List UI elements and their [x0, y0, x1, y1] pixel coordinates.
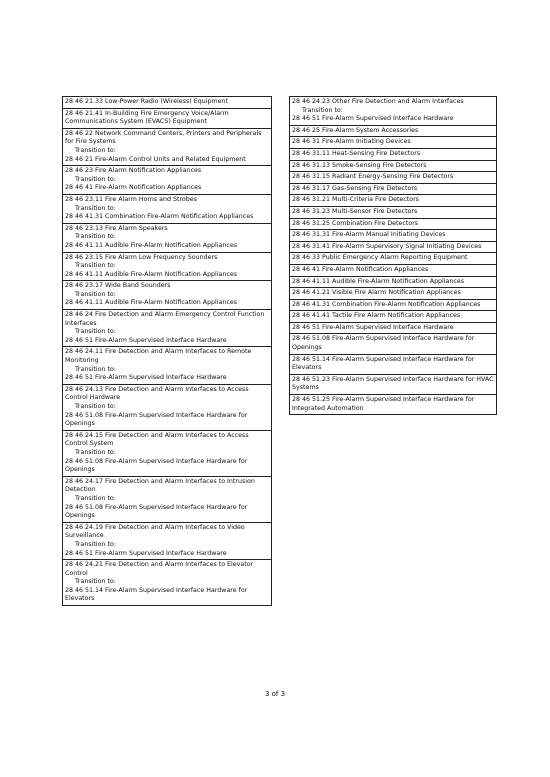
section-entry: 28 46 31.41 Fire-Alarm Supervisory Signal Initiating Devices: [292, 242, 482, 250]
section-entry: 28 46 24.17 Fire Detection and Alarm Interfaces to Intrusion Detection: [65, 477, 255, 494]
table-cell: [62, 108, 272, 129]
section-entry: 28 46 51.08 Fire-Alarm Supervised Interface Hardware for Openings: [65, 503, 248, 520]
section-entry: 28 46 41.21 Visible Fire Alarm Notification Appliances: [292, 289, 461, 297]
section-entry: 28 46 41 Fire-Alarm Notification Appliances: [292, 265, 429, 273]
section-entry: 28 46 41.31 Combination Fire-Alarm Notification Appliances: [65, 213, 254, 221]
section-entry: 28 46 31.11 Heat-Sensing Fire Detectors: [292, 149, 421, 157]
section-entry: 28 46 51.08 Fire-Alarm Supervised Interface Hardware for Openings: [292, 335, 475, 352]
section-entry: 28 46 25 Fire-Alarm System Accessories: [292, 126, 419, 134]
table-cell: [289, 394, 497, 415]
section-entry: 28 46 51 Fire-Alarm Supervised Interface Hardware: [65, 549, 227, 557]
section-entry: 28 46 51 Fire-Alarm Supervised Interface Hardware: [292, 115, 454, 123]
table-cell: [289, 354, 497, 375]
section-entry: 28 46 41 Fire-Alarm Notification Appliances: [65, 184, 202, 192]
section-entry: 28 46 51.08 Fire-Alarm Supervised Interface Hardware for Openings: [65, 411, 248, 428]
table-cell: [62, 194, 272, 224]
transition-label: Transition to:: [75, 540, 116, 548]
section-entry: 28 46 24 Fire Detection and Alarm Emergency Control Function Interfaces: [65, 311, 265, 327]
section-entry: 28 46 31.13 Smoke-Sensing Fire Detectors: [292, 161, 427, 169]
section-entry: 28 46 41.11 Audible Fire-Alarm Notification Appliances: [65, 270, 238, 278]
section-entry: 28 46 41.41 Tactile Fire Alarm Notification Appliances: [292, 312, 461, 320]
section-entry: 28 46 51.25 Fire-Alarm Supervised Interface Hardware for Integrated Automation: [292, 396, 475, 412]
transition-label: Transition to:: [75, 494, 116, 502]
transition-label: Transition to:: [75, 146, 116, 154]
section-entry: 28 46 51.14 Fire-Alarm Supervised Interface Hardware for Elevators: [292, 355, 475, 372]
section-entry: 28 46 23.11 Fire Alarm Horns and Strobes: [65, 195, 197, 203]
table-cell: [289, 96, 497, 126]
table-cell: [62, 280, 272, 310]
section-entry: 28 46 21.41 In-Building Fire Emergency Voice/Alarm Communications System (EVACS) Equipment: [65, 109, 229, 126]
transition-label: Transition to:: [75, 233, 116, 241]
table-cell: [62, 430, 272, 477]
section-entry: 28 46 51 Fire-Alarm Supervised Interface Hardware: [65, 336, 227, 344]
transition-label: Transition to:: [75, 365, 116, 373]
section-entry: 28 46 23.13 Fire Alarm Speakers: [65, 224, 168, 232]
section-entry: 28 46 31.25 Combination Fire Detectors: [292, 219, 419, 227]
transition-label: Transition to:: [75, 175, 116, 183]
section-entry: 28 46 21.33 Low-Power Radio (Wireless) Equipment: [65, 98, 228, 105]
transition-label: Transition to:: [75, 290, 116, 298]
section-entry: 28 46 41.11 Audible Fire-Alarm Notification Appliances: [292, 277, 465, 285]
table-cell: [62, 309, 272, 347]
section-entry: 28 46 41.11 Audible Fire-Alarm Notification Appliances: [65, 241, 238, 249]
transition-label: Transition to:: [302, 106, 343, 114]
table-cell: [62, 384, 272, 431]
table-cell: [62, 165, 272, 195]
table-cell: [289, 333, 497, 354]
section-entry: 28 46 23.15 Fire Alarm Low Frequency Sounders: [65, 253, 218, 261]
section-entry: 28 46 24.21 Fire Detection and Alarm Interfaces to Elevator Control: [65, 561, 254, 577]
section-entry: 28 46 23 Fire Alarm Notification Appliances: [65, 167, 202, 175]
section-entry: 28 46 24.15 Fire Detection and Alarm Interfaces to Access Control System: [65, 431, 249, 448]
section-entry: 28 46 31.31 Fire-Alarm Manual Initiating Devices: [292, 231, 446, 239]
table-cell: [62, 346, 272, 384]
section-entry: 28 46 21 Fire-Alarm Control Units and Related Equipment: [65, 155, 246, 163]
section-entry: 28 46 51 Fire-Alarm Supervised Interface Hardware: [292, 323, 454, 331]
section-entry: 28 46 51.23 Fire-Alarm Supervised Interface Hardware for HVAC Systems: [292, 375, 494, 392]
table-cell: [62, 128, 272, 166]
right-column-table: [289, 97, 497, 415]
table-cell: [62, 223, 272, 253]
section-entry: 28 46 31.15 Radiant Energy-Sensing Fire Detectors: [292, 173, 454, 181]
table-cell: [62, 522, 272, 560]
section-entry: 28 46 31.17 Gas-Sensing Fire Detectors: [292, 184, 418, 192]
section-entry: 28 46 51.08 Fire-Alarm Supervised Interface Hardware for Openings: [65, 457, 248, 474]
transition-label: Transition to:: [75, 204, 116, 212]
section-entry: 28 46 33 Public Emergency Alarm Reporting Equipment: [292, 254, 468, 262]
table-cell: [62, 476, 272, 523]
section-entry: 28 46 51 Fire-Alarm Supervised Interface Hardware: [65, 374, 227, 382]
table-cell: [62, 252, 272, 282]
transition-label: Transition to:: [75, 328, 116, 336]
section-entry: 28 46 22 Network Command Centers, Printers and Peripherals for Fire Systems: [65, 129, 262, 146]
section-entry: 28 46 51.14 Fire-Alarm Supervised Interface Hardware for Elevators: [65, 586, 248, 603]
section-entry: 28 46 23.17 Wide Band Sounders: [65, 282, 171, 290]
page-number: 3 of 3: [264, 690, 286, 698]
left-column-table: [62, 97, 272, 606]
transition-label: Transition to:: [75, 578, 116, 586]
section-entry: 28 46 24.19 Fire Detection and Alarm Interfaces to Video Surveillance: [65, 523, 245, 540]
section-entry: 28 46 31.23 Multi-Sensor Fire Detectors: [292, 207, 418, 215]
section-entry: 28 46 31 Fire-Alarm Initiating Devices: [292, 138, 411, 146]
section-entry: 28 46 24.23 Other Fire Detection and Alarm Interfaces: [292, 98, 464, 105]
transition-label: Transition to:: [75, 448, 116, 456]
transition-label: Transition to:: [75, 403, 116, 410]
table-cell: [62, 559, 272, 606]
section-entry: 28 46 24.13 Fire Detection and Alarm Interfaces to Access Control Hardware: [65, 385, 249, 402]
table-cell: [289, 374, 497, 395]
section-entry: 28 46 41.31 Combination Fire-Alarm Notification Appliances: [292, 300, 481, 308]
section-entry: 28 46 31.21 Multi-Criteria Fire Detectors: [292, 196, 419, 204]
transition-label: Transition to:: [75, 262, 116, 270]
section-entry: 28 46 24.11 Fire Detection and Alarm Interfaces to Remote Monitoring: [65, 348, 252, 365]
section-entry: 28 46 41.11 Audible Fire-Alarm Notification Appliances: [65, 299, 238, 307]
